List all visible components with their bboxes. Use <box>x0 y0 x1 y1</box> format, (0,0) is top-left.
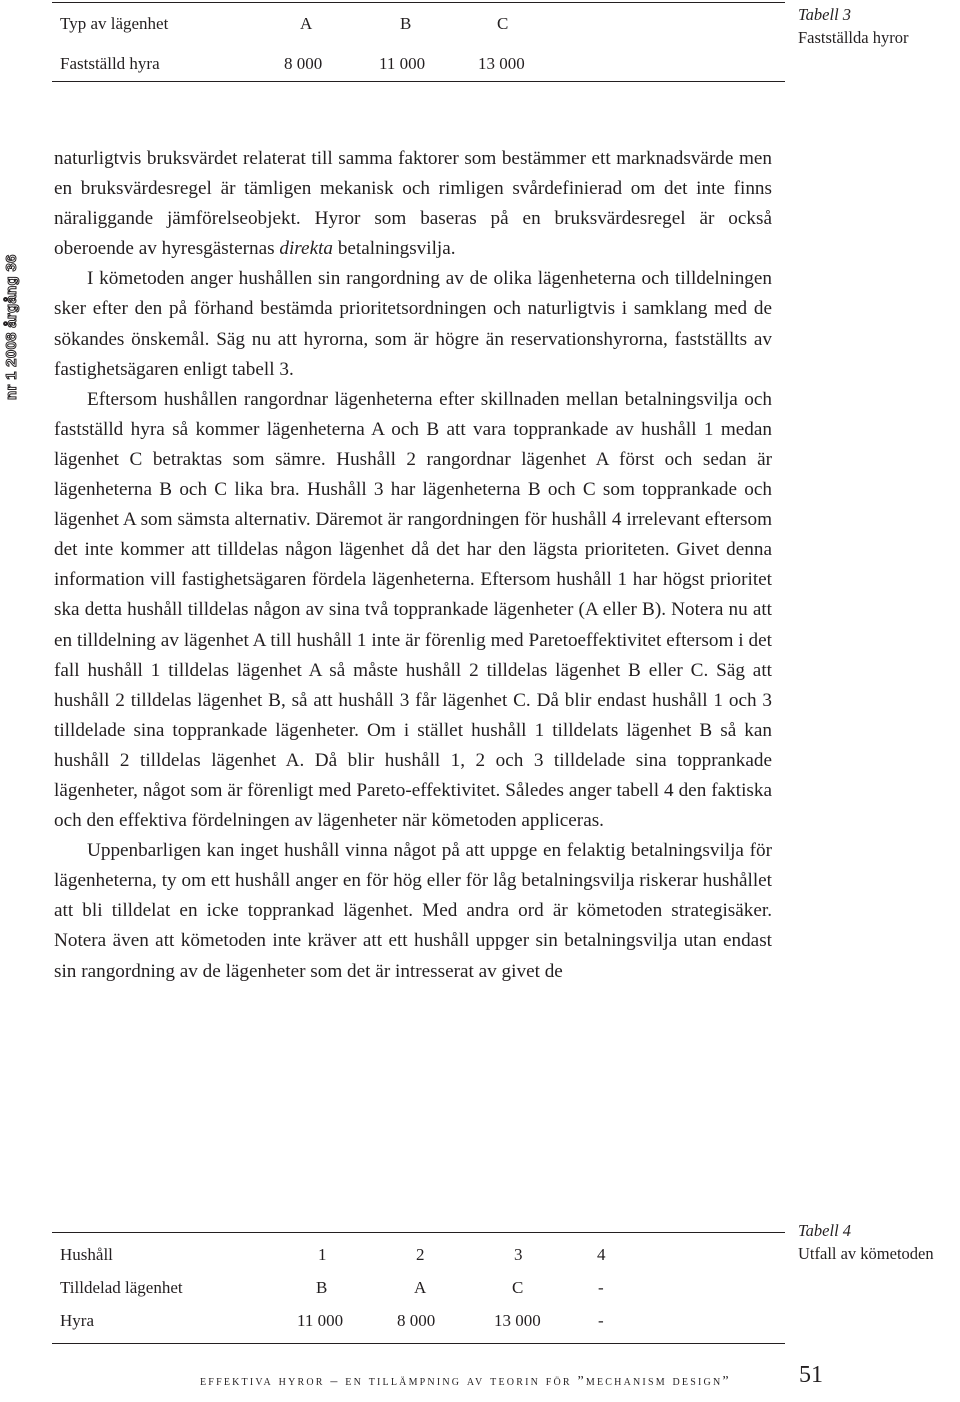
table-cell: - <box>598 1311 604 1330</box>
table-4-caption-title: Utfall av kömetoden <box>798 1244 934 1263</box>
table-3 <box>52 2 785 82</box>
table-row <box>52 3 785 43</box>
paragraph-1 <box>54 144 772 264</box>
running-footer-title: effektiva hyror – en tillämpning av teorin för ”mechanism design” <box>200 1374 731 1389</box>
table-cell: 3 <box>514 1245 523 1264</box>
table-cell: - <box>598 1278 604 1297</box>
table-row <box>52 1271 785 1304</box>
table-4 <box>52 1232 785 1344</box>
table-cell: 13 000 <box>494 1311 541 1330</box>
table-row <box>52 43 785 76</box>
table-cell: 2 <box>416 1245 425 1264</box>
table-cell: 4 <box>597 1245 606 1264</box>
table-row <box>52 1304 785 1337</box>
table-cell: 11 000 <box>379 54 426 73</box>
table-cell: Hyra <box>60 1311 94 1330</box>
table-4-caption <box>798 1219 934 1265</box>
table-cell: 13 000 <box>478 54 525 73</box>
table-cell: Typ av lägenhet <box>60 14 169 33</box>
table-3-caption-number: Tabell 3 <box>798 5 852 24</box>
paragraph-text: naturligtvis bruksvärdet relaterat till samma faktorer som bestämmer ett marknadsvärde men en bruksvärdesregel är tämligen mekanisk och rimligen svårdefinierad om det inte finns näraliggande jämförelseobjekt. Hyror som baseras på en bruksvärdesregel är också oberoende av hyresgästernas <box>54 148 772 260</box>
table-cell: 8 000 <box>397 1311 436 1330</box>
table-3-caption <box>798 3 908 49</box>
table-cell: C <box>497 14 509 33</box>
table-cell: A <box>414 1278 427 1297</box>
table-cell: B <box>400 14 412 33</box>
table-cell: 8 000 <box>284 54 323 73</box>
table-4-caption-number: Tabell 4 <box>798 1221 852 1240</box>
table-3-caption-title: Fastställda hyror <box>798 28 909 47</box>
table-cell: Hushåll <box>60 1245 113 1264</box>
table-cell: A <box>300 14 313 33</box>
paragraph-2: I kömetoden anger hushållen sin rangordning av de olika lägenheterna och tilldelningen sker efter den på förhand bestämda prioritetsordningen och naturligtvis i samklang med de sökandes önskemål. Säg nu att hyrorna, som är högre än reservationshyrorna, fastställts av fastighetsägaren enligt tabell 3. <box>54 268 772 380</box>
paragraph-text: betalningsvilja. <box>333 238 456 260</box>
table-cell: 11 000 <box>297 1311 344 1330</box>
table-cell: C <box>512 1278 524 1297</box>
paragraph-3: Eftersom hushållen rangordnar lägenheterna efter skillnaden mellan betalningsvilja och fastställd hyra så kommer lägenheterna A och B att vara topprankade av hushåll 1 medan lägenhet C betraktas som sämre. Hushåll 2 rangordnar lägenhet A först och sedan är lägenheterna B och C lika bra. Hushåll 3 har lägenheterna B och C som topprankade och lägenhet A som sämsta alternativ. Däremot är rangordningen för hushåll 4 irrelevant eftersom det inte kommer att tilldelas någon lägenhet då det har den lägsta prioriteten. Givet denna information vill fastighetsägaren fördela lägenheterna. Eftersom hushåll 1 har högst prioritet ska detta hushåll tilldelas någon av sina två topprankade lägenheter (A eller B). Notera nu att en tilldelning av lägenhet A till hushåll 1 inte är förenlig med Paretoeffektivitet eftersom i det fall hushåll 1 tilldelas lägenhet A så måste hushåll 2 tilldelas lägenhet B eller C. Säg att hushåll 2 tilldelas lägenhet B, så att hushåll 3 får lägenhet C. Då blir endast hushåll 1 och 3 tilldelade sina topprankade lägenheter. Om i stället hushåll 1 tilldelats lägenhet B så kan hushåll 2 tilldelas lägenhet A. Då blir hushåll 1, 2 och 3 tilldelade sina topprankade lägenheter, något som är förenligt med Pareto-effektivitet. Således anger tabell 4 den faktiska och den effektiva fördelningen av lägenheter när kömetoden appliceras. <box>54 388 772 832</box>
body-text <box>54 144 772 987</box>
paragraph-4: Uppenbarligen kan inget hushåll vinna något på att uppge en felaktig betalningsvilja för lägenheterna, ty om ett hushåll anger en för hög eller för låg betalningsvilja riskerar hushållet att bli tilldelat en icke topprankad lägenhet. Med andra ord är kömetoden strategisäker. Notera även att kömetoden inte kräver att ett hushåll uppger sin betalningsvilja utan endast sin rangordning av de lägenheter som det är intresserat av givet de <box>54 840 772 982</box>
table-cell: Fastställd hyra <box>60 54 160 73</box>
table-row <box>52 1233 785 1271</box>
table-cell: 1 <box>318 1245 327 1264</box>
table-cell: B <box>316 1278 328 1297</box>
running-side-header: nr 1 2008 årgång 36 <box>3 254 20 400</box>
emphasis-text: direkta <box>279 238 334 260</box>
table-cell: Tilldelad lägenhet <box>60 1278 183 1297</box>
page-number: 51 <box>799 1362 823 1388</box>
